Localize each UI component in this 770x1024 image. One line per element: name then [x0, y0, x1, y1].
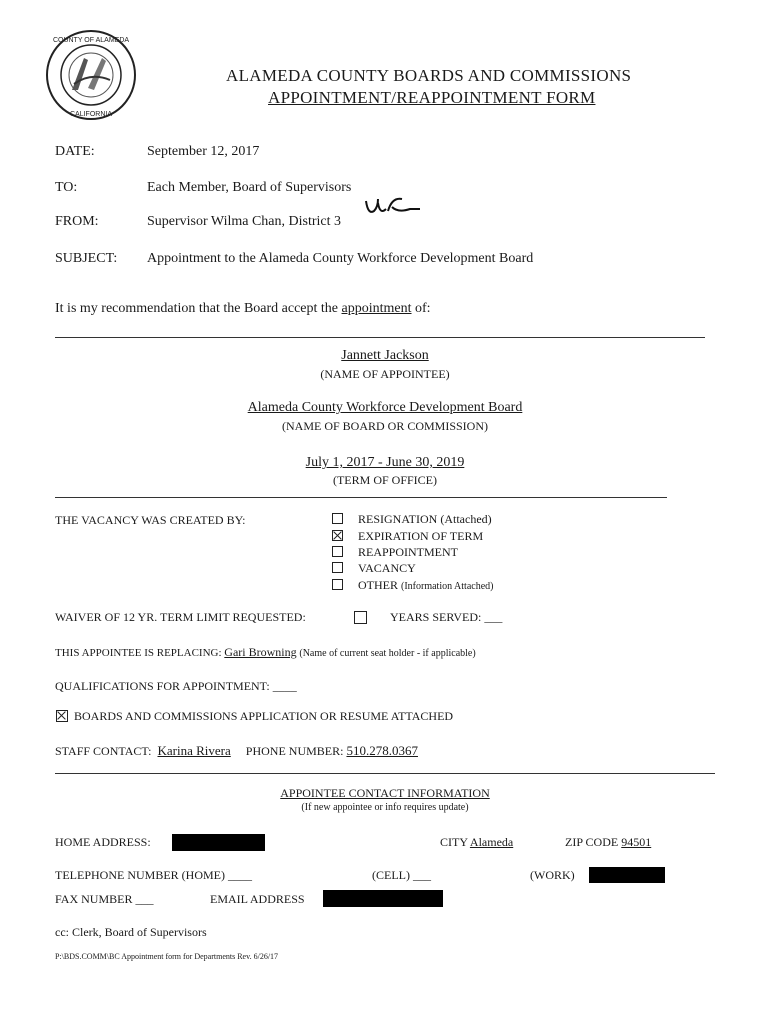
email-redaction [323, 890, 443, 907]
vacancy-option-label: VACANCY [358, 561, 416, 575]
contact-info-title: APPOINTEE CONTACT INFORMATION [280, 786, 490, 800]
form-id: P:\BDS.COMM\BC Appointment form for Departments Rev. 6/26/17 [55, 952, 279, 961]
other-label: OTHER (Information Attached) [358, 578, 494, 592]
home-address-redaction [172, 834, 265, 851]
from-label: FROM: [55, 214, 99, 229]
subject-value: Appointment to the Alameda County Workforce Development Board [147, 251, 534, 266]
years-served: YEARS SERVED: ___ [390, 610, 503, 624]
subject-label: SUBJECT: [55, 251, 118, 266]
phone-home-label: TELEPHONE NUMBER (HOME) ____ [55, 868, 252, 882]
date-label: DATE: [55, 144, 95, 159]
expiration-label: EXPIRATION OF TERM [358, 529, 484, 543]
to-label: TO: [55, 180, 78, 195]
qualifications-label: QUALIFICATIONS FOR APPOINTMENT: ____ [55, 679, 297, 693]
cc-line: cc: Clerk, Board of Supervisors [55, 925, 207, 939]
date-value: September 12, 2017 [147, 144, 260, 159]
replacing-row: THIS APPOINTEE IS REPLACING: Gari Browning (Name of current seat holder - if applicable) [55, 645, 476, 659]
board-name-caption: (NAME OF BOARD OR COMMISSION) [281, 419, 489, 433]
home-address-label: HOME ADDRESS: [55, 835, 151, 849]
svg-text:CALIFORNIA: CALIFORNIA [69, 111, 113, 118]
expiration-checkbox[interactable] [332, 530, 343, 541]
other-checkbox[interactable] [332, 579, 343, 590]
signature-initials [362, 193, 422, 223]
reappointment-label: REAPPOINTMENT [358, 545, 459, 559]
appointee-name-caption: (NAME OF APPOINTEE) [320, 367, 450, 381]
work-phone-redaction [589, 867, 665, 883]
board-name: Alameda County Workforce Development Board [247, 400, 523, 415]
waiver-label: WAIVER OF 12 YR. TERM LIMIT REQUESTED: [55, 610, 306, 624]
term-value: July 1, 2017 - June 30, 2019 [305, 455, 465, 470]
attachment-checkbox[interactable] [56, 710, 68, 722]
resignation-checkbox[interactable] [332, 513, 343, 524]
staff-contact-row: STAFF CONTACT: Karina Rivera PHONE NUMBER: 510.278.0367 [55, 743, 418, 758]
svg-text:COUNTY OF ALAMEDA: COUNTY OF ALAMEDA [52, 37, 130, 44]
attachment-label: BOARDS AND COMMISSIONS APPLICATION OR RESUME ATTACHED [74, 709, 454, 723]
fax-label: FAX NUMBER ___ [55, 892, 154, 906]
term-caption: (TERM OF OFFICE) [332, 473, 437, 487]
vacancy-checkbox[interactable] [332, 562, 343, 573]
waiver-checkbox[interactable] [354, 611, 367, 624]
contact-info-subtitle: (If new appointee or info requires update) [301, 802, 469, 813]
city-row: CITY Alameda [440, 835, 514, 849]
zip-row: ZIP CODE 94501 [565, 835, 652, 849]
reappointment-checkbox[interactable] [332, 546, 343, 557]
form-subtitle: APPOINTMENT/REAPPOINTMENT FORM [268, 88, 596, 107]
work-label: (WORK) [530, 868, 575, 882]
email-label: EMAIL ADDRESS [210, 892, 305, 906]
appointee-name: Jannett Jackson [341, 348, 429, 363]
county-seal [44, 28, 138, 122]
from-value: Supervisor Wilma Chan, District 3 [147, 214, 341, 229]
to-value: Each Member, Board of Supervisors [147, 180, 352, 195]
vacancy-label: THE VACANCY WAS CREATED BY: [55, 513, 246, 527]
cell-label: (CELL) ___ [372, 868, 431, 882]
form-title: ALAMEDA COUNTY BOARDS AND COMMISSIONS [226, 66, 632, 85]
recommendation-text: It is my recommendation that the Board accept the appointment of: [55, 301, 431, 316]
resignation-label: RESIGNATION (Attached) [358, 512, 492, 526]
